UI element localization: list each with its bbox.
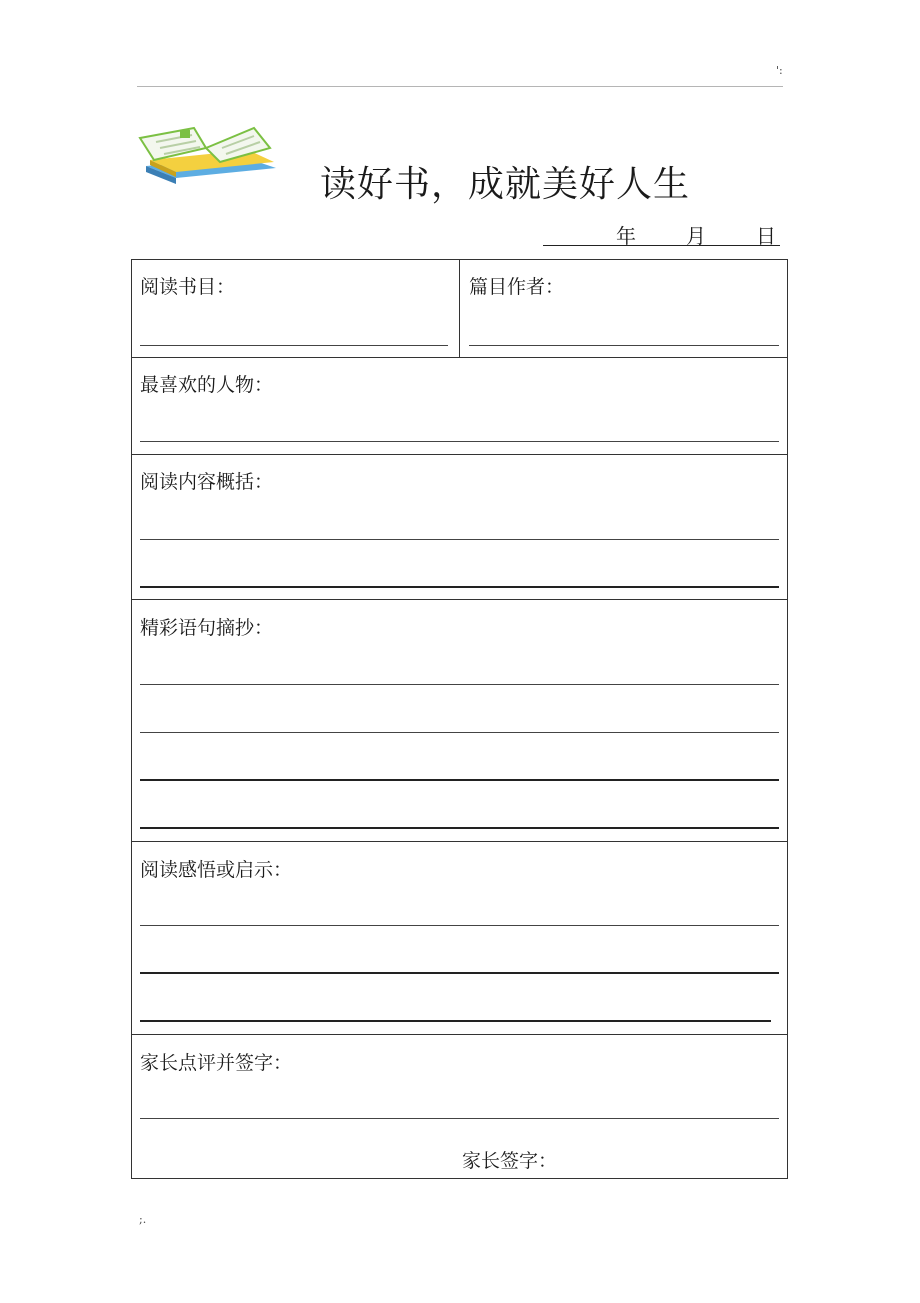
excerpts-label: 精彩语句摘抄： — [140, 617, 274, 639]
author-label: 篇目作者： — [469, 276, 565, 298]
parent-comment-field[interactable] — [140, 1118, 779, 1119]
reflection-label: 阅读感悟或启示： — [140, 859, 293, 881]
excerpts-field-line[interactable] — [140, 827, 779, 829]
section-divider — [131, 841, 788, 842]
summary-field-line[interactable] — [140, 586, 779, 588]
column-divider — [459, 259, 460, 357]
parent-comment-label: 家长点评并签字： — [140, 1052, 293, 1074]
corner-mark: ': — [776, 64, 783, 77]
date-year-label: 年 — [616, 224, 636, 248]
open-book-icon — [136, 120, 278, 190]
reflection-field-line[interactable] — [140, 925, 779, 926]
favorite-character-field[interactable] — [140, 441, 779, 442]
summary-field-line[interactable] — [140, 539, 779, 540]
parent-signature-label: 家长签字： — [462, 1150, 558, 1172]
section-divider — [131, 1034, 788, 1035]
book-title-label: 阅读书目： — [140, 276, 236, 298]
date-month-label: 月 — [686, 224, 706, 248]
reading-record-form — [131, 259, 788, 1179]
date-day-label: 日 — [756, 224, 776, 248]
reflection-field-line[interactable] — [140, 1020, 771, 1022]
section-divider — [131, 599, 788, 600]
author-field[interactable] — [469, 345, 779, 346]
excerpts-field-line[interactable] — [140, 684, 779, 685]
page-title: 读好书，成就美好人生 — [320, 164, 691, 205]
excerpts-field-line[interactable] — [140, 732, 779, 733]
reflection-field-line[interactable] — [140, 972, 779, 974]
favorite-character-label: 最喜欢的人物： — [140, 374, 274, 396]
footer-mark: ;. — [139, 1213, 147, 1226]
section-divider — [131, 454, 788, 455]
excerpts-field-line[interactable] — [140, 779, 779, 781]
book-title-field[interactable] — [140, 345, 448, 346]
date-underline — [543, 245, 780, 246]
section-divider — [131, 357, 788, 358]
summary-label: 阅读内容概括： — [140, 471, 274, 493]
header-rule — [137, 86, 783, 87]
